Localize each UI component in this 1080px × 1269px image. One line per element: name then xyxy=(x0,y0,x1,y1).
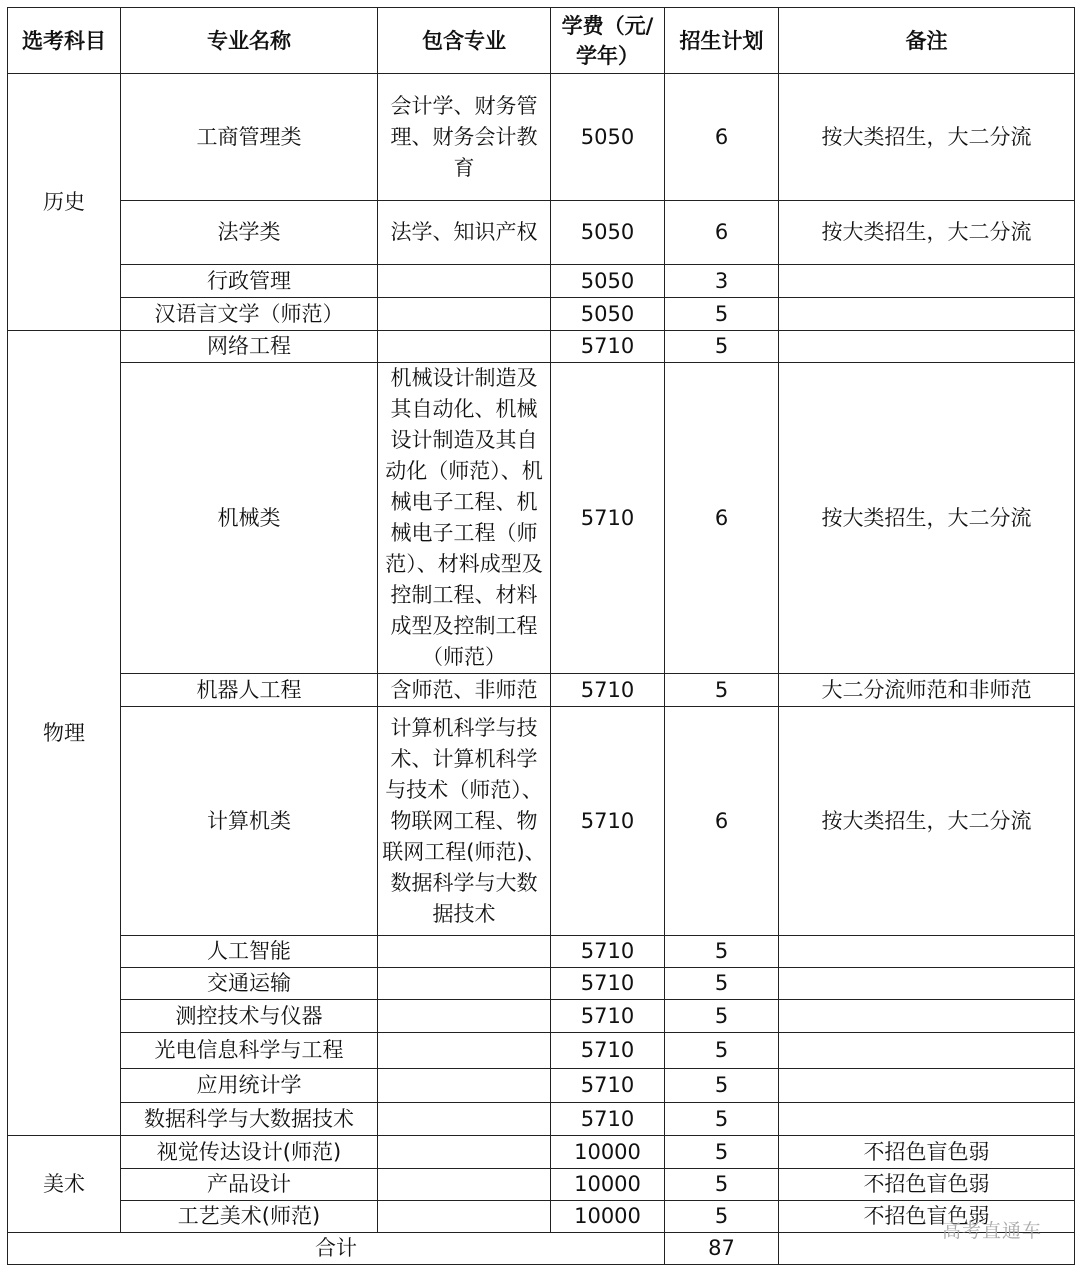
tuition-cell: 5710 xyxy=(551,1069,665,1103)
table-row xyxy=(8,936,1075,968)
plan-cell: 6 xyxy=(665,74,779,201)
major-cell: 汉语言文学（师范） xyxy=(121,298,378,331)
header-remark: 备注 xyxy=(779,8,1075,74)
plan-cell: 5 xyxy=(665,1069,779,1103)
subject-cell: 历史 xyxy=(8,74,121,331)
table-row xyxy=(8,331,1075,363)
major-cell: 人工智能 xyxy=(121,936,378,968)
remark-cell xyxy=(779,1000,1075,1033)
table-row xyxy=(8,1136,1075,1169)
major-cell: 数据科学与大数据技术 xyxy=(121,1103,378,1136)
included-cell: 计算机科学与技术、计算机科学与技术（师范）、物联网工程、物联网工程(师范)、数据科学与大数据技术 xyxy=(378,707,551,936)
plan-cell: 5 xyxy=(665,936,779,968)
major-cell: 计算机类 xyxy=(121,707,378,936)
remark-cell xyxy=(779,1069,1075,1103)
remark-cell xyxy=(779,265,1075,298)
subject-cell: 美术 xyxy=(8,1136,121,1233)
plan-cell: 5 xyxy=(665,1000,779,1033)
table-row xyxy=(8,1201,1075,1233)
major-cell: 机器人工程 xyxy=(121,674,378,707)
plan-cell: 5 xyxy=(665,1103,779,1136)
remark-cell: 按大类招生，大二分流 xyxy=(779,363,1075,674)
plan-cell: 5 xyxy=(665,1201,779,1233)
table-row xyxy=(8,1033,1075,1069)
major-cell: 工艺美术(师范) xyxy=(121,1201,378,1233)
plan-cell: 6 xyxy=(665,201,779,265)
major-cell: 视觉传达设计(师范) xyxy=(121,1136,378,1169)
remark-cell: 不招色盲色弱 xyxy=(779,1201,1075,1233)
remark-cell: 大二分流师范和非师范 xyxy=(779,674,1075,707)
tuition-cell: 5050 xyxy=(551,74,665,201)
included-cell xyxy=(378,265,551,298)
header-included: 包含专业 xyxy=(378,8,551,74)
remark-cell xyxy=(779,968,1075,1000)
enrollment-plan-table xyxy=(7,7,1075,1265)
header-major: 专业名称 xyxy=(121,8,378,74)
tuition-cell: 5710 xyxy=(551,331,665,363)
major-cell: 光电信息科学与工程 xyxy=(121,1033,378,1069)
table-row xyxy=(8,707,1075,936)
remark-cell: 按大类招生，大二分流 xyxy=(779,201,1075,265)
included-cell xyxy=(378,968,551,1000)
watermark: 高考直通车 xyxy=(942,1220,1043,1242)
header-subject: 选考科目 xyxy=(8,8,121,74)
tuition-cell: 10000 xyxy=(551,1169,665,1201)
total-label: 合计 xyxy=(8,1233,665,1265)
included-cell xyxy=(378,1069,551,1103)
included-cell xyxy=(378,298,551,331)
included-cell: 法学、知识产权 xyxy=(378,201,551,265)
remark-cell: 不招色盲色弱 xyxy=(779,1169,1075,1201)
tuition-cell: 5710 xyxy=(551,707,665,936)
tuition-cell: 5710 xyxy=(551,674,665,707)
total-row xyxy=(8,1233,1075,1265)
major-cell: 行政管理 xyxy=(121,265,378,298)
header-plan: 招生计划 xyxy=(665,8,779,74)
table-row xyxy=(8,1069,1075,1103)
included-cell: 会计学、财务管理、财务会计教育 xyxy=(378,74,551,201)
subject-cell: 物理 xyxy=(8,331,121,1136)
plan-cell: 5 xyxy=(665,331,779,363)
included-cell xyxy=(378,1136,551,1169)
remark-cell: 按大类招生，大二分流 xyxy=(779,707,1075,936)
table-row xyxy=(8,265,1075,298)
table-row xyxy=(8,1169,1075,1201)
tuition-cell: 10000 xyxy=(551,1136,665,1169)
plan-cell: 5 xyxy=(665,674,779,707)
remark-cell xyxy=(779,331,1075,363)
remark-cell: 按大类招生，大二分流 xyxy=(779,74,1075,201)
plan-cell: 5 xyxy=(665,1033,779,1069)
plan-cell: 5 xyxy=(665,968,779,1000)
plan-cell: 5 xyxy=(665,1169,779,1201)
table-row xyxy=(8,363,1075,674)
tuition-cell: 5050 xyxy=(551,265,665,298)
remark-cell xyxy=(779,298,1075,331)
header-row xyxy=(8,8,1075,74)
tuition-cell: 5050 xyxy=(551,298,665,331)
included-cell xyxy=(378,1201,551,1233)
included-cell xyxy=(378,331,551,363)
included-cell xyxy=(378,1169,551,1201)
major-cell: 应用统计学 xyxy=(121,1069,378,1103)
table-row xyxy=(8,968,1075,1000)
total-plan: 87 xyxy=(665,1233,779,1265)
table-row xyxy=(8,298,1075,331)
tuition-cell: 5710 xyxy=(551,1103,665,1136)
included-cell xyxy=(378,936,551,968)
table-row xyxy=(8,674,1075,707)
plan-cell: 6 xyxy=(665,707,779,936)
included-cell: 机械设计制造及其自动化、机械设计制造及其自动化（师范）、机械电子工程、机械电子工程（师范）、材料成型及控制工程、材料成型及控制工程（师范） xyxy=(378,363,551,674)
plan-cell: 6 xyxy=(665,363,779,674)
tuition-cell: 5710 xyxy=(551,363,665,674)
tuition-cell: 5710 xyxy=(551,968,665,1000)
header-tuition: 学费（元/学年） xyxy=(551,8,665,74)
tuition-cell: 5710 xyxy=(551,1000,665,1033)
included-cell: 含师范、非师范 xyxy=(378,674,551,707)
major-cell: 机械类 xyxy=(121,363,378,674)
major-cell: 测控技术与仪器 xyxy=(121,1000,378,1033)
remark-cell xyxy=(779,1033,1075,1069)
included-cell xyxy=(378,1033,551,1069)
tuition-cell: 5050 xyxy=(551,201,665,265)
table-row xyxy=(8,74,1075,201)
remark-cell xyxy=(779,936,1075,968)
major-cell: 法学类 xyxy=(121,201,378,265)
major-cell: 交通运输 xyxy=(121,968,378,1000)
major-cell: 产品设计 xyxy=(121,1169,378,1201)
included-cell xyxy=(378,1103,551,1136)
tuition-cell: 5710 xyxy=(551,1033,665,1069)
tuition-cell: 10000 xyxy=(551,1201,665,1233)
remark-cell xyxy=(779,1103,1075,1136)
tuition-cell: 5710 xyxy=(551,936,665,968)
plan-cell: 5 xyxy=(665,298,779,331)
major-cell: 网络工程 xyxy=(121,331,378,363)
included-cell xyxy=(378,1000,551,1033)
major-cell: 工商管理类 xyxy=(121,74,378,201)
plan-cell: 3 xyxy=(665,265,779,298)
table-row xyxy=(8,1000,1075,1033)
table-row xyxy=(8,1103,1075,1136)
remark-cell: 不招色盲色弱 xyxy=(779,1136,1075,1169)
plan-cell: 5 xyxy=(665,1136,779,1169)
table-row xyxy=(8,201,1075,265)
